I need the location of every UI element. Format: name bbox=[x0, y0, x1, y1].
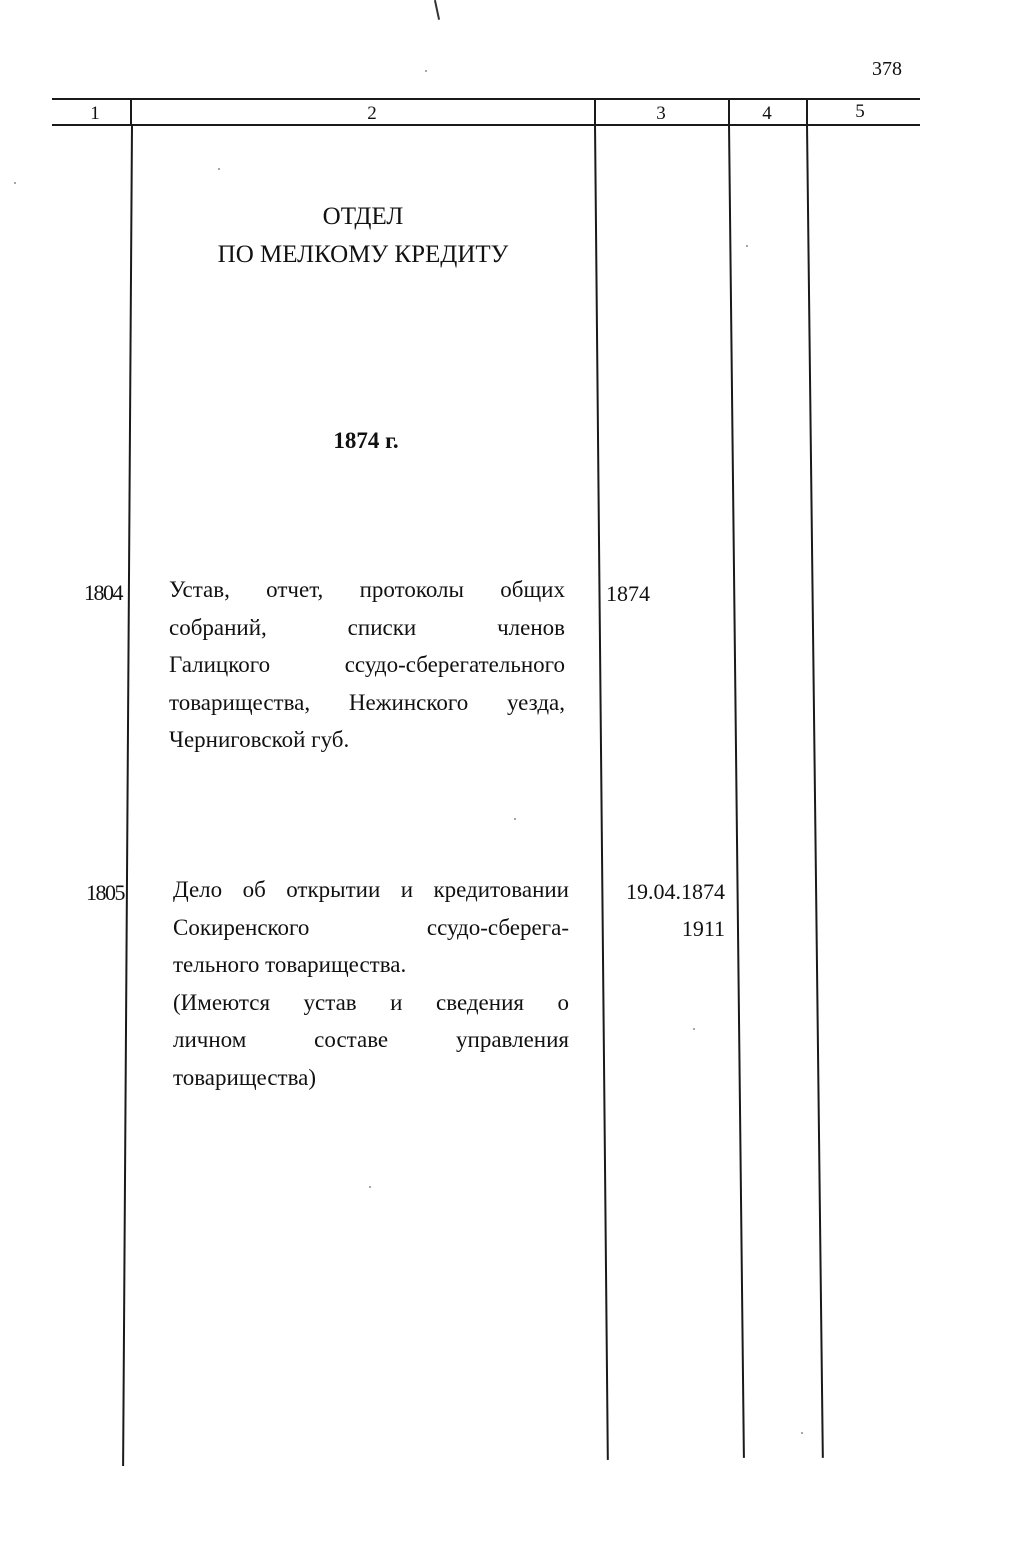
column-divider-2-3 bbox=[594, 98, 596, 126]
scan-speck bbox=[693, 1028, 695, 1030]
column-header-3: 3 bbox=[656, 103, 666, 124]
column-divider-1-2 bbox=[130, 98, 132, 126]
scan-mark bbox=[434, 0, 440, 20]
scan-speck bbox=[514, 818, 516, 820]
section-title-line1: ОТДЕЛ bbox=[322, 203, 404, 230]
entry-line: Устав, отчет, протоколы общих bbox=[169, 577, 565, 602]
entry-date-range bbox=[608, 873, 725, 947]
header-top-rule bbox=[52, 98, 920, 100]
column-divider-3-4 bbox=[728, 124, 744, 1458]
scan-speck bbox=[425, 70, 427, 72]
section-title-line2: ПО МЕЛКОМУ КРЕДИТУ bbox=[217, 241, 509, 268]
entry-line: тельного товарищества. bbox=[173, 952, 407, 977]
entry-line: Дело об открытии и кредитовании bbox=[173, 877, 569, 902]
entry-line: Сокиренского ссудо-сберега- bbox=[173, 914, 569, 940]
entry-line: Галицкого ссудо-сберегательного bbox=[169, 652, 565, 677]
entry-date-start: 19.04.1874 bbox=[626, 879, 725, 904]
column-divider-1-2 bbox=[122, 124, 132, 1466]
scan-speck bbox=[218, 168, 220, 170]
entry-description bbox=[169, 571, 565, 759]
header-bottom-rule bbox=[52, 124, 920, 126]
entry-date-end: 1911 bbox=[681, 916, 725, 941]
entry-number: 1804 bbox=[84, 580, 122, 605]
entry-date: 1874 bbox=[606, 581, 650, 606]
entry-line: личном составе управления bbox=[173, 1027, 569, 1052]
section-title bbox=[183, 198, 543, 274]
entry-number: 1805 bbox=[86, 880, 124, 905]
entry-line: Черниговской губ. bbox=[169, 727, 350, 752]
column-header-1: 1 bbox=[90, 103, 100, 124]
scan-speck bbox=[801, 1432, 803, 1434]
scan-speck bbox=[14, 182, 16, 184]
year-heading: 1874 г. bbox=[333, 428, 399, 453]
column-divider-3-4 bbox=[728, 98, 730, 126]
entry-line: (Имеются устав и сведения о bbox=[173, 989, 569, 1015]
column-divider-2-3 bbox=[594, 124, 608, 1460]
entry-line: собраний, списки членов bbox=[169, 614, 565, 640]
scan-speck bbox=[746, 245, 748, 247]
column-header-2: 2 bbox=[367, 103, 377, 124]
column-header-4: 4 bbox=[762, 103, 772, 124]
entry-line: товарищества) bbox=[173, 1064, 316, 1090]
scan-speck bbox=[369, 1186, 371, 1188]
column-divider-4-5 bbox=[806, 98, 808, 126]
column-header-5: 5 bbox=[855, 101, 865, 122]
entry-line: товарищества, Нежинского уезда, bbox=[169, 689, 565, 715]
column-divider-4-5 bbox=[806, 124, 823, 1458]
page-number: 378 bbox=[872, 58, 902, 80]
entry-description bbox=[173, 871, 569, 1096]
